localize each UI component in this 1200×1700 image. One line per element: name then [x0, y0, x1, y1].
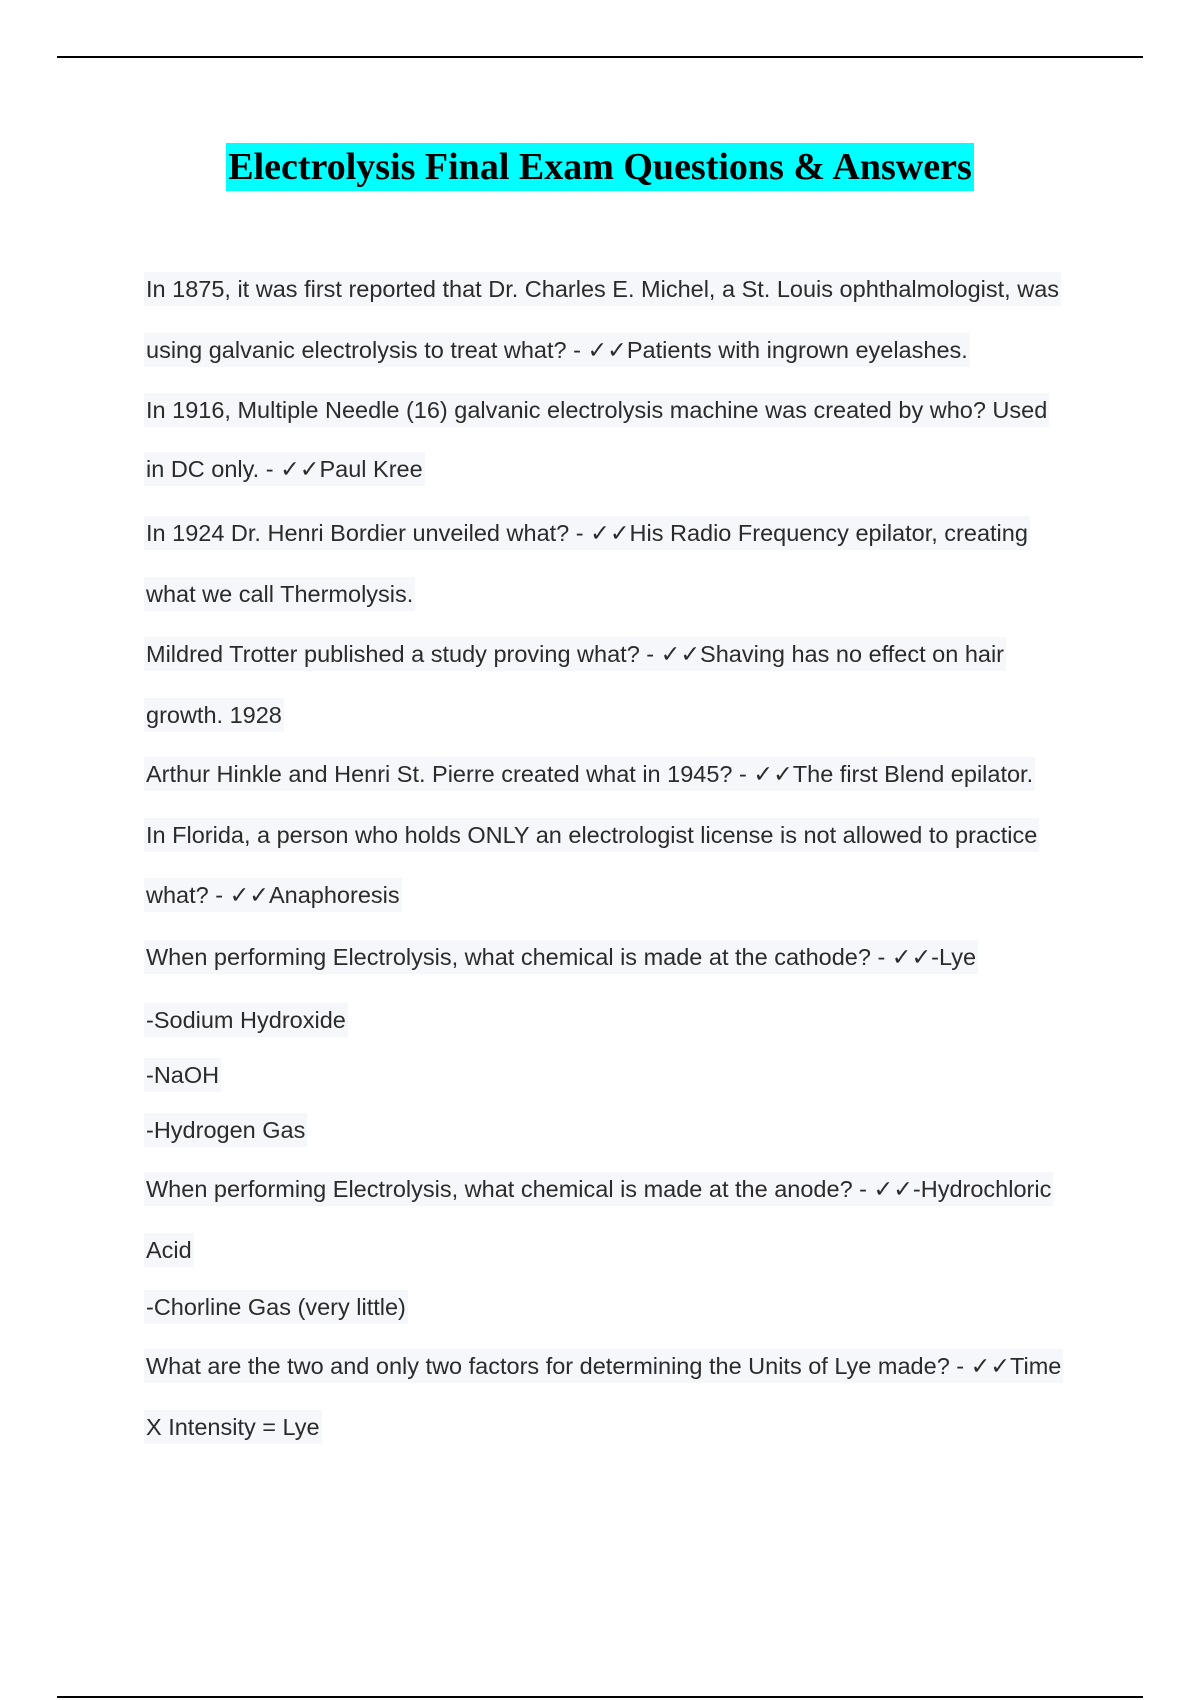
qa-line: using galvanic electrolysis to treat what? - ✓✓Patients with ingrown eyelashes. [144, 333, 970, 367]
qa-line: In 1916, Multiple Needle (16) galvanic electrolysis machine was created by who? Used [144, 393, 1049, 427]
qa-line: What are the two and only two factors for determining the Units of Lye made? - ✓✓Time [144, 1349, 1063, 1383]
qa-line: -Sodium Hydroxide [144, 1003, 348, 1037]
page-title: Electrolysis Final Exam Questions & Answers [226, 143, 974, 191]
qa-line: Mildred Trotter published a study proving what? - ✓✓Shaving has no effect on hair [144, 637, 1006, 671]
qa-line: what we call Thermolysis. [144, 577, 415, 611]
qa-line: When performing Electrolysis, what chemical is made at the cathode? - ✓✓-Lye [144, 940, 978, 974]
qa-line: In 1875, it was first reported that Dr. Charles E. Michel, a St. Louis ophthalmologist, was [144, 272, 1061, 306]
qa-line: When performing Electrolysis, what chemical is made at the anode? - ✓✓-Hydrochloric [144, 1172, 1053, 1206]
qa-line: In Florida, a person who holds ONLY an electrologist license is not allowed to practice [144, 818, 1039, 852]
qa-line: in DC only. - ✓✓Paul Kree [144, 452, 425, 486]
qa-line: -Chorline Gas (very little) [144, 1290, 408, 1324]
bottom-rule [57, 1696, 1143, 1698]
qa-line: In 1924 Dr. Henri Bordier unveiled what? - ✓✓His Radio Frequency epilator, creating [144, 516, 1030, 550]
title-container [0, 143, 1200, 191]
qa-line: X Intensity = Lye [144, 1410, 322, 1444]
qa-line: what? - ✓✓Anaphoresis [144, 878, 402, 912]
qa-line: -Hydrogen Gas [144, 1113, 307, 1147]
qa-line: Arthur Hinkle and Henri St. Pierre created what in 1945? - ✓✓The first Blend epilator. [144, 757, 1035, 791]
qa-line: Acid [144, 1233, 194, 1267]
top-rule [57, 56, 1143, 58]
qa-line: -NaOH [144, 1058, 221, 1092]
qa-line: growth. 1928 [144, 698, 284, 732]
